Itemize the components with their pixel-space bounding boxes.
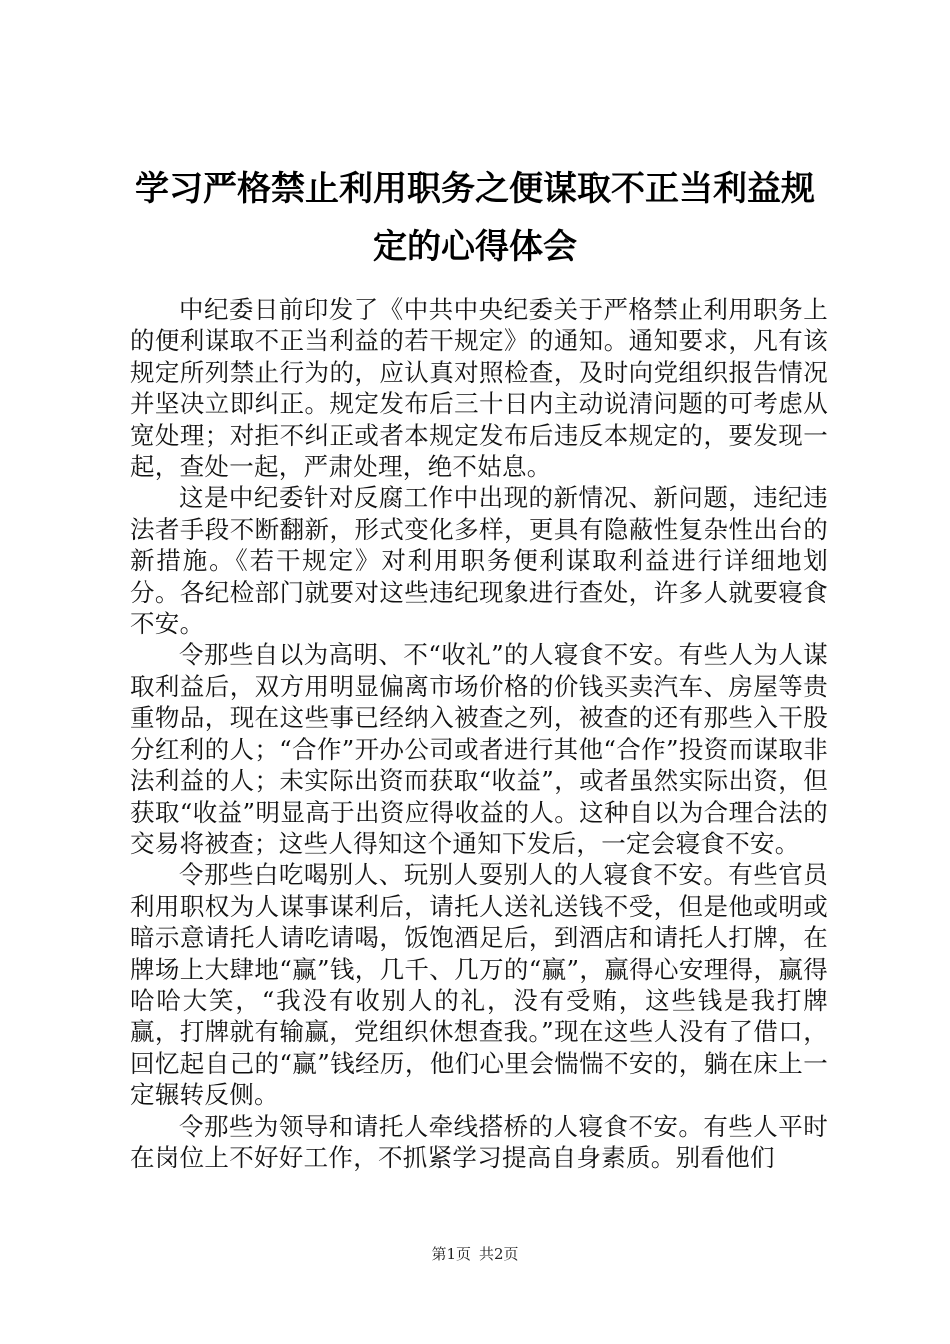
document-title: 学习严格禁止利用职务之便谋取不正当利益规定的心得体会	[135, 169, 815, 267]
paragraph-1: 中纪委日前印发了《中共中央纪委关于严格禁止利用职务上的便利谋取不正当利益的若干规定》的通知。通知要求，凡有该规定所列禁止行为的，应认真对照检查，及时向党组织报告情况并坚决立即纠正。规定发布后三十日内主动说清问题的可考虑从宽处理；对拒不纠正或者本规定发布后违反本规定的，要发现一起，查处一起，严肃处理，绝不姑息。	[130, 295, 828, 482]
paragraph-5: 令那些为领导和请托人牵线搭桥的人寝食不安。有些人平时在岗位上不好好工作，不抓紧学习提高自身素质。别看他们	[130, 1111, 828, 1172]
page-total: 共2页	[479, 1245, 519, 1263]
paragraph-2: 这是中纪委针对反腐工作中出现的新情况、新问题，违纪违法者手段不断翻新，形式变化多样，更具有隐蔽性复杂性出台的新措施。《若干规定》对利用职务便利谋取利益进行详细地划分。各纪检部门就要对这些违纪现象进行查处，许多人就要寝食不安。	[130, 483, 828, 639]
page-footer	[0, 1244, 950, 1264]
document-body	[130, 294, 828, 1173]
paragraph-4: 令那些白吃喝别人、玩别人耍别人的人寝食不安。有些官员利用职权为人谋事谋利后，请托人送礼送钱不受，但是他或明或暗示意请托人请吃请喝，饭饱酒足后，到酒店和请托人打牌，在牌场上大肆地“赢”钱，几千、几万的“赢”，赢得心安理得，赢得哈哈大笑，“我没有收别人的礼，没有受贿，这些钱是我打牌赢，打牌就有输赢，党组织休想查我。”现在这些人没有了借口，回忆起自己的“赢”钱经历，他们心里会惴惴不安的，躺在床上一定辗转反侧。	[130, 860, 828, 1110]
paragraph-3: 令那些自以为高明、不“收礼”的人寝食不安。有些人为人谋取利益后，双方用明显偏离市场价格的价钱买卖汽车、房屋等贵重物品，现在这些事已经纳入被查之列，被查的还有那些入干股分红利的人；“合作”开办公司或者进行其他“合作”投资而谋取非法利益的人；未实际出资而获取“收益”，或者虽然实际出资，但获取“收益”明显高于出资应得收益的人。这种自以为合理合法的交易将被查；这些人得知这个通知下发后，一定会寝食不安。	[130, 640, 828, 858]
page-number: 第1页	[431, 1245, 471, 1263]
